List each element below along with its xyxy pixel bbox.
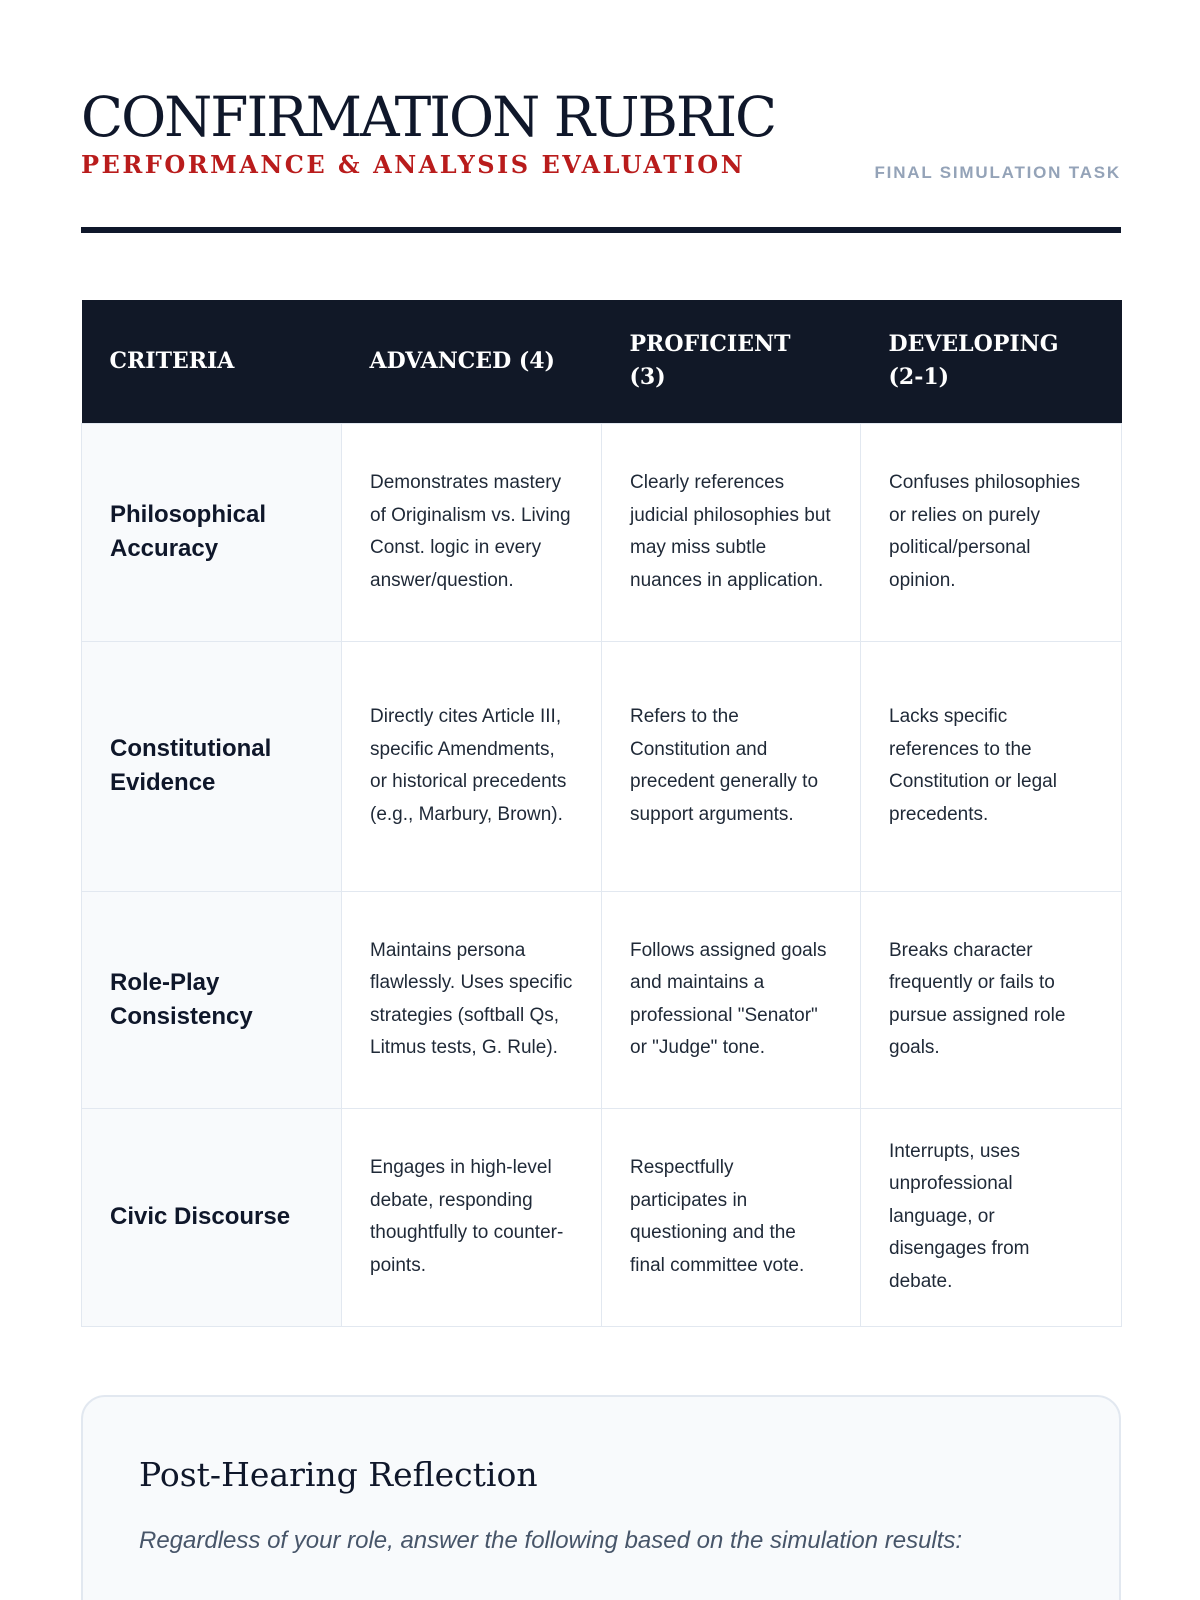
criterion-cell: Role-Play Consistency: [82, 891, 342, 1108]
table-row: [82, 641, 1122, 891]
rubric-table: [81, 300, 1122, 1327]
advanced-cell: Maintains persona flawlessly. Uses specific strategies (softball Qs, Litmus tests, G. Rule).: [342, 891, 602, 1108]
column-header-developing: DEVELOPING (2-1): [861, 300, 1122, 423]
developing-cell: Breaks character frequently or fails to pursue assigned role goals.: [861, 891, 1122, 1108]
advanced-cell: Engages in high-level debate, responding thoughtfully to counter-points.: [342, 1108, 602, 1326]
proficient-cell: Follows assigned goals and maintains a professional "Senator" or "Judge" tone.: [602, 891, 861, 1108]
criterion-cell: Civic Discourse: [82, 1108, 342, 1326]
reflection-card: [81, 1395, 1121, 1600]
task-label: FINAL SIMULATION TASK: [874, 163, 1121, 182]
table-row: [82, 1108, 1122, 1326]
reflection-title: Post-Hearing Reflection: [139, 1455, 538, 1494]
developing-cell: Interrupts, uses unprofessional language, or disengages from debate.: [861, 1108, 1122, 1326]
table-row: [82, 423, 1122, 641]
table-row: [82, 891, 1122, 1108]
rubric-header-row: [82, 300, 1122, 423]
advanced-cell: Directly cites Article III, specific Amendments, or historical precedents (e.g., Marbury, Brown).: [342, 641, 602, 891]
criterion-cell: Constitutional Evidence: [82, 641, 342, 891]
column-header-proficient: PROFICIENT (3): [602, 300, 861, 423]
developing-cell: Lacks specific references to the Constitution or legal precedents.: [861, 641, 1122, 891]
criterion-cell: Philosophical Accuracy: [82, 423, 342, 641]
advanced-cell: Demonstrates mastery of Originalism vs. Living Const. logic in every answer/question.: [342, 423, 602, 641]
proficient-cell: Refers to the Constitution and precedent generally to support arguments.: [602, 641, 861, 891]
proficient-cell: Respectfully participates in questioning and the final committee vote.: [602, 1108, 861, 1326]
proficient-cell: Clearly references judicial philosophies but may miss subtle nuances in application.: [602, 423, 861, 641]
page-subtitle: PERFORMANCE & ANALYSIS EVALUATION: [81, 150, 746, 179]
reflection-prompt: Regardless of your role, answer the following based on the simulation results:: [139, 1527, 963, 1554]
column-header-criteria: CRITERIA: [82, 300, 342, 423]
page-header: [81, 84, 1121, 180]
header-divider: [81, 227, 1121, 233]
column-header-advanced: ADVANCED (4): [342, 300, 602, 423]
developing-cell: Confuses philosophies or relies on purely political/personal opinion.: [861, 423, 1122, 641]
page-title: CONFIRMATION RUBRIC: [81, 85, 776, 149]
